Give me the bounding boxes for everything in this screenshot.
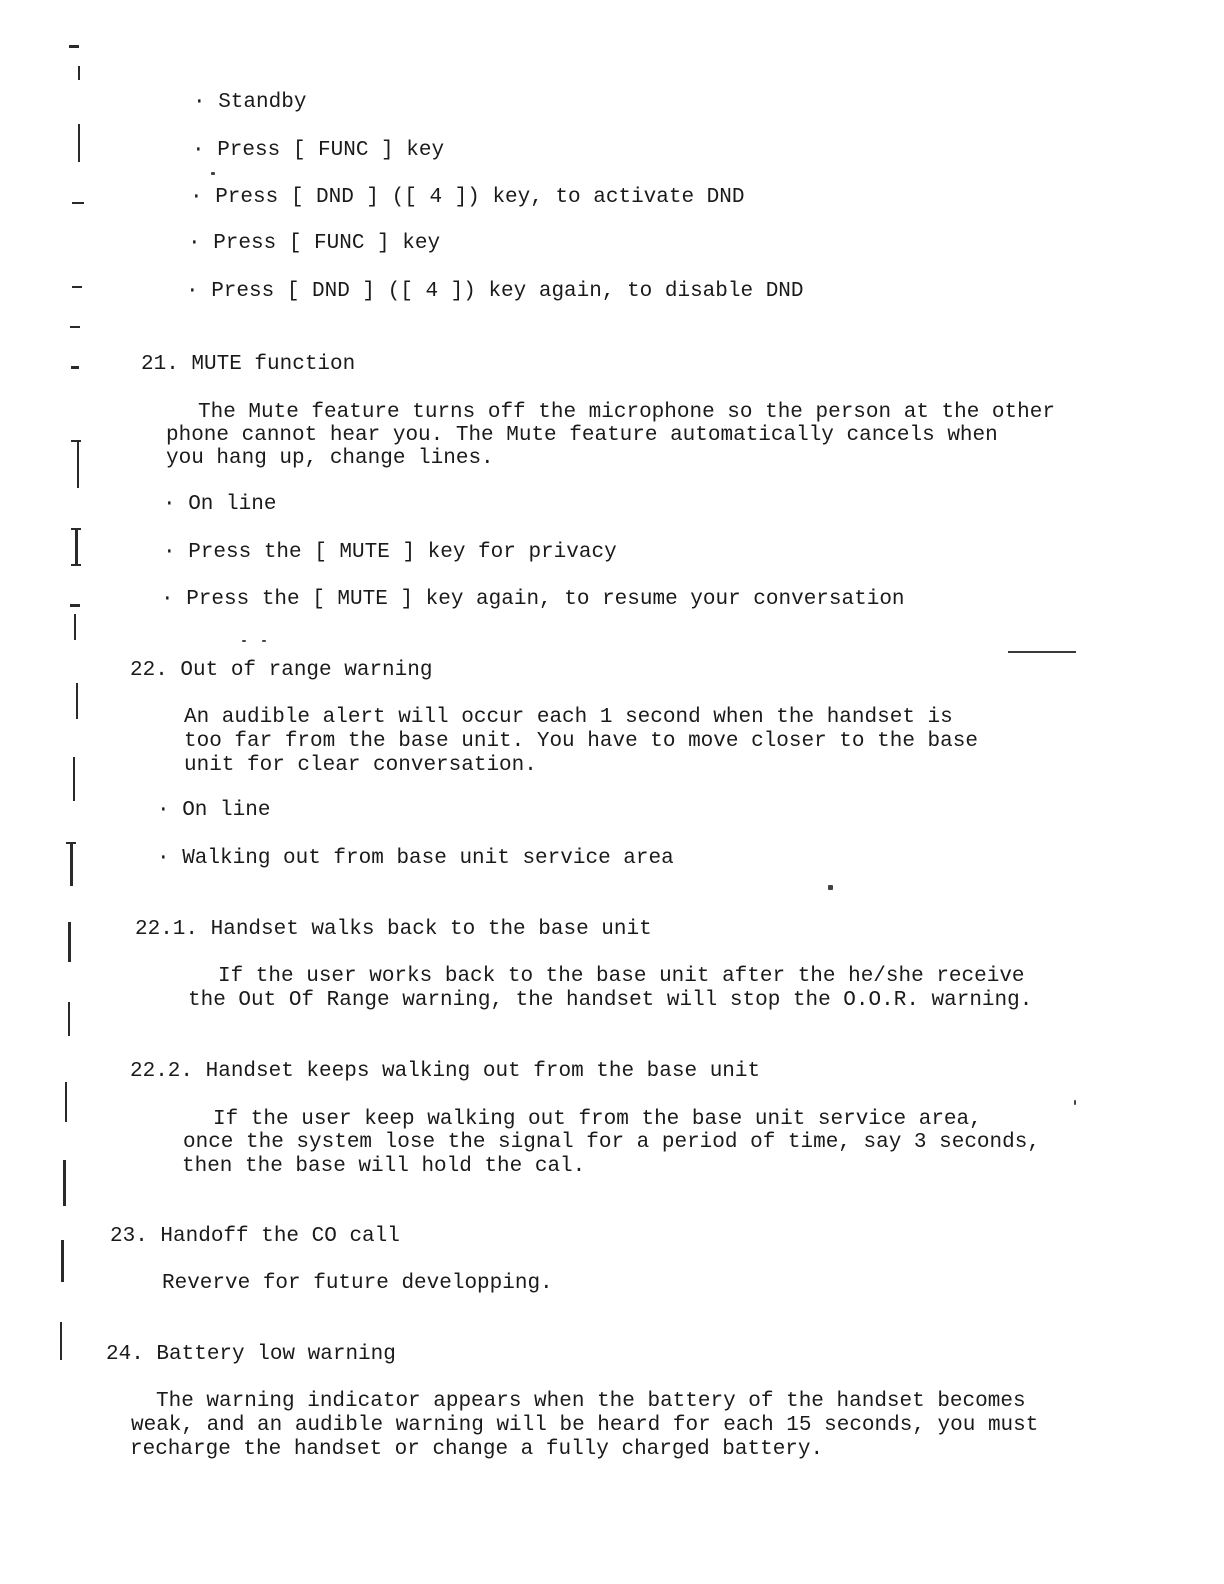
section-24-paragraph-line: The warning indicator appears when the battery of the handset becomes [156,1390,1026,1413]
binding-mark [78,66,80,80]
section-21-paragraph-line: you hang up, change lines. [166,447,494,470]
binding-mark [72,286,82,288]
section-21-step-resume: · Press the [ MUTE ] key again, to resume your conversation [161,588,905,611]
dnd-step-disable: · Press [ DND ] ([ 4 ]) key again, to disable DND [186,280,804,303]
section-23-heading: 23. Handoff the CO call [110,1225,400,1248]
scan-speck [1074,1100,1076,1105]
binding-mark [68,922,71,962]
section-22-1-paragraph-line: the Out Of Range warning, the handset will stop the O.O.R. warning. [188,989,1033,1012]
section-23-paragraph-line: Reverve for future developping. [162,1272,553,1295]
binding-mark [70,842,73,886]
binding-mark [78,124,80,162]
binding-mark [71,528,81,530]
binding-mark [72,202,84,204]
binding-mark [65,1082,67,1122]
binding-mark [74,614,76,640]
scan-speck [262,640,266,642]
binding-mark [69,45,79,48]
binding-mark [77,440,79,488]
dnd-step-press-func-2: · Press [ FUNC ] key [188,232,441,255]
section-22-step-walking: · Walking out from base unit service area [157,847,674,870]
section-22-paragraph-line: too far from the base unit. You have to move closer to the base [184,730,978,753]
binding-mark [68,1002,70,1036]
section-22-2-paragraph-line: If the user keep walking out from the base unit service area, [213,1108,982,1131]
section-21-step-on-line: · On line [163,493,277,516]
section-24-heading: 24. Battery low warning [106,1343,396,1366]
binding-mark [71,440,81,442]
section-22-2-paragraph-line: then the base will hold the cal. [182,1155,586,1178]
section-22-2-heading: 22.2. Handset keeps walking out from the base unit [130,1060,761,1083]
dnd-step-activate: · Press [ DND ] ([ 4 ]) key, to activate DND [190,186,745,209]
scan-rule-line [1008,651,1076,653]
scan-speck [828,885,833,890]
section-21-step-mute: · Press the [ MUTE ] key for privacy [163,541,617,564]
binding-mark [71,564,81,566]
section-22-2-paragraph-line: once the system lose the signal for a period of time, say 3 seconds, [183,1131,1040,1154]
section-22-paragraph-line: unit for clear conversation. [184,754,537,777]
section-21-paragraph-line: phone cannot hear you. The Mute feature automatically cancels when [166,424,998,447]
section-24-paragraph-line: weak, and an audible warning will be heard for each 15 seconds, you must [131,1414,1039,1437]
binding-mark [70,604,80,607]
binding-mark [71,366,79,369]
binding-mark [61,1240,64,1282]
section-22-1-heading: 22.1. Handset walks back to the base unit [135,918,652,941]
binding-mark [75,528,78,566]
dnd-step-standby: · Standby [193,91,307,114]
binding-mark [60,1322,62,1360]
section-21-heading: 21. MUTE function [141,353,356,376]
binding-mark [76,683,78,719]
scan-speck [211,172,215,175]
dnd-step-press-func: · Press [ FUNC ] key [192,139,445,162]
section-22-paragraph-line: An audible alert will occur each 1 second when the handset is [184,706,953,729]
binding-mark [63,1160,66,1206]
section-24-paragraph-line: recharge the handset or change a fully charged battery. [130,1438,824,1461]
binding-mark [73,757,75,801]
section-22-1-paragraph-line: If the user works back to the base unit after the he/she receive [218,965,1025,988]
section-22-heading: 22. Out of range warning [130,659,433,682]
section-22-step-on-line: · On line [157,799,271,822]
scan-speck [242,640,246,642]
binding-mark [66,842,76,844]
section-21-paragraph-line: The Mute feature turns off the microphone so the person at the other [198,401,1055,424]
binding-mark [70,326,80,328]
